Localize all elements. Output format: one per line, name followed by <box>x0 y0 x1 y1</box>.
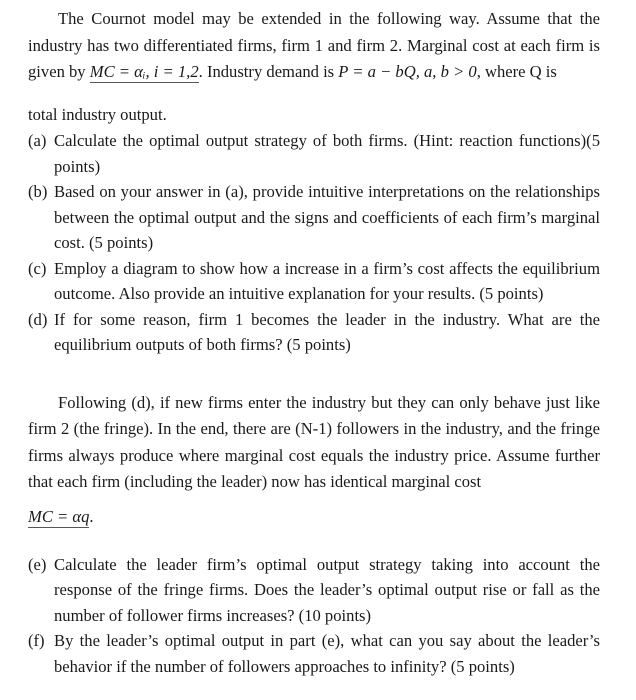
question-label: (f) <box>28 631 45 650</box>
marginal-cost-formula: MC = αᵢ, i = 1,2 <box>89 62 199 81</box>
question-label: (c) <box>28 258 47 278</box>
question-label: (a) <box>28 131 47 150</box>
question-label: (d) <box>28 309 48 329</box>
followup-formula-line <box>28 504 600 530</box>
question-label: (b) <box>28 182 48 201</box>
question-e <box>28 552 600 629</box>
identical-marginal-cost-formula: MC = αq <box>28 506 90 526</box>
formula-period: . <box>89 506 94 526</box>
problem-page <box>28 6 600 679</box>
demand-formula: P = a − bQ, a, b > 0 <box>338 62 477 81</box>
question-d <box>28 307 600 358</box>
question-f <box>28 628 600 679</box>
question-text: If for some reason, firm 1 becomes the leader in the industry. What are the equilibrium outputs of both firms? (5 points) <box>54 309 600 354</box>
question-text: Calculate the optimal output strategy of both firms. (Hint: reaction functions)(5 points) <box>54 131 600 176</box>
intro-text-4: total industry output. <box>28 104 167 124</box>
question-text: Based on your answer in (a), provide intuitive interpretations on the relationships between the optimal output and the signs and coefficients of each firm’s marginal cost. (5 points) <box>54 182 600 252</box>
intro-text-1: The Cournot model may be extended in the following way. Assume that the industry has two differentiated firms, firm 1 and firm 2. Marginal cost at each firm is given by <box>28 9 600 81</box>
intro-text-3: , where Q is <box>476 62 557 81</box>
question-label: (e) <box>28 554 47 574</box>
question-text: Calculate the leader firm’s optimal output strategy taking into account the response of the fringe firms. Does the leader’s optimal output rise or fall as the number of follower firms increases? (10 points) <box>54 554 600 625</box>
intro-paragraph <box>28 6 600 86</box>
followup-text: Following (d), if new firms enter the industry but they can only behave just like firm 2 (the fringe). In the end, there are (N-1) followers in the industry, and the fringe firms always produce where marginal cost equals the industry price. Assume further that each firm (including the leader) now has identical marginal cost <box>28 392 600 491</box>
question-c <box>28 256 600 307</box>
intro-text-2: . Industry demand is <box>198 62 339 81</box>
question-a <box>28 128 600 179</box>
question-text: By the leader’s optimal output in part (e), what can you say about the leader’s behavior if the number of followers approaches to infinity? (5 points) <box>54 631 600 676</box>
followup-paragraph <box>28 390 600 496</box>
question-text: Employ a diagram to show how a increase in a firm’s cost affects the equilibrium outcome. Also provide an intuitive explanation for your results. (5 points) <box>54 258 600 303</box>
question-b <box>28 179 600 256</box>
